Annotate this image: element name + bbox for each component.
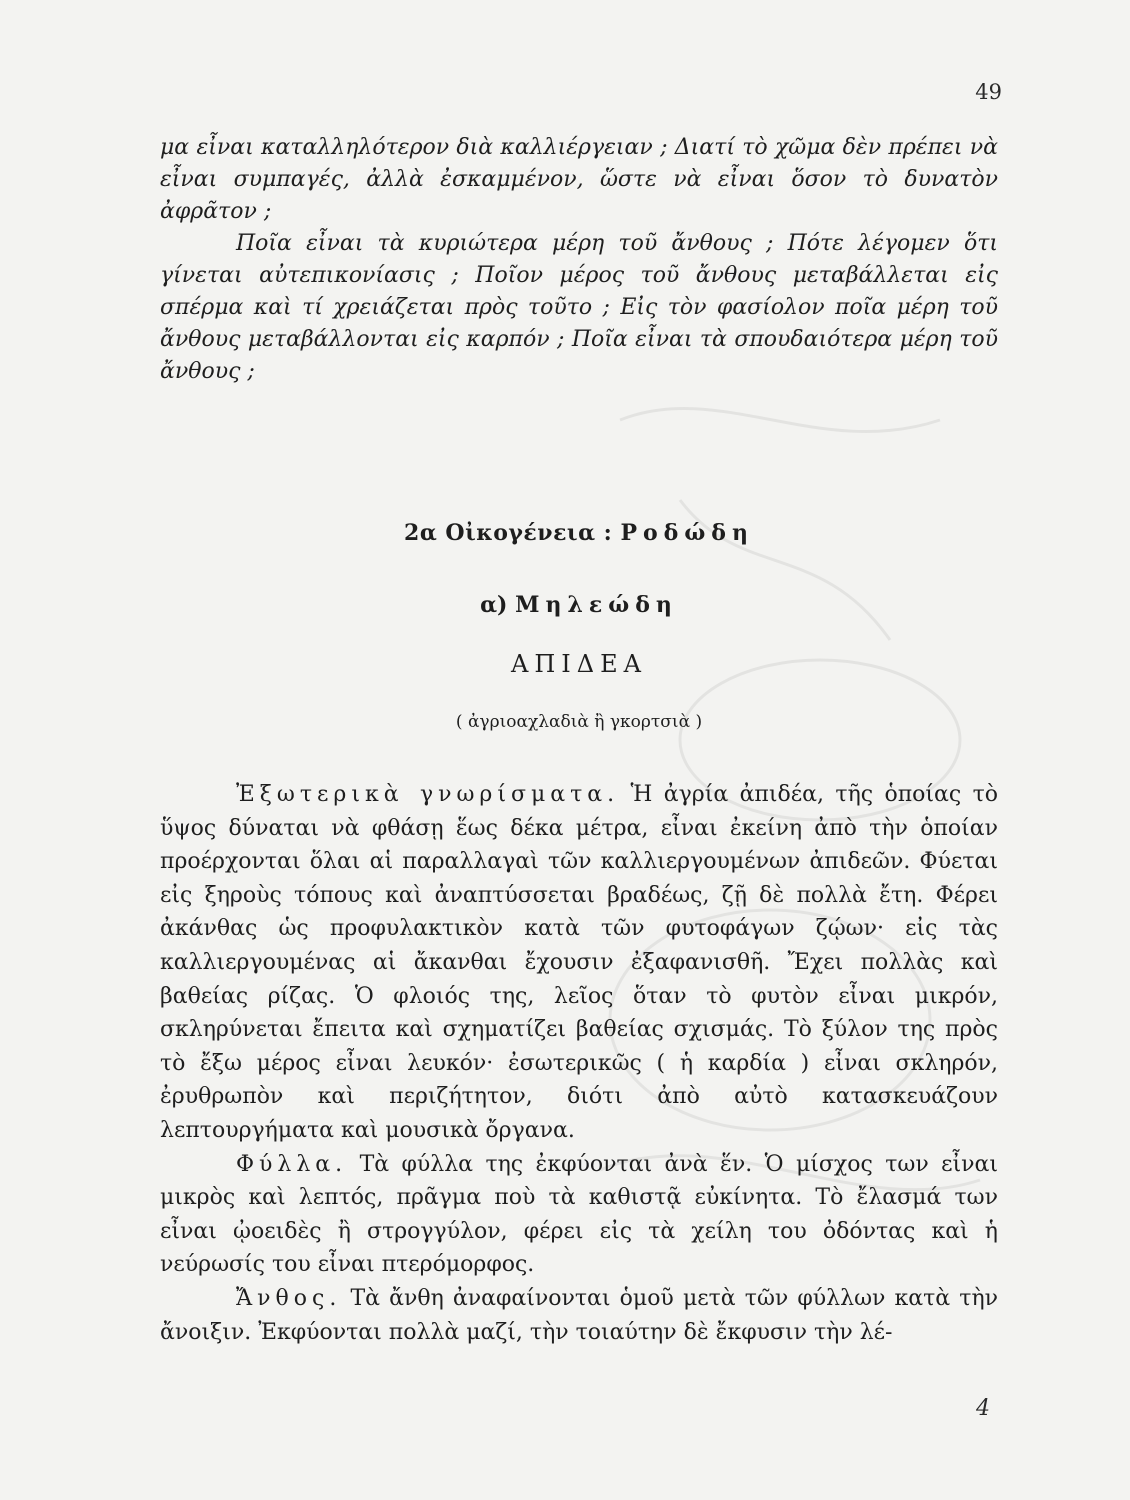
family-prefix: 2α Οἰκογένεια :: [404, 520, 621, 546]
section-paragraph: [160, 778, 998, 1148]
family-name: Ροδώδη: [620, 520, 754, 546]
intro-paragraph: μα εἶναι καταλληλότερον διὰ καλλιέργειαν ; Διατί τὸ χῶμα δὲν πρέπει νὰ εἶναι συμπαγές, ἀλλὰ ἐσκαμμένον, ὥστε νὰ εἶναι ὅσον τὸ δυνατὸν ἀφρᾶτον ;: [160, 135, 998, 224]
section-head: Ἐξωτερικὰ γνωρίσματα.: [236, 782, 620, 807]
common-names: ( ἀγριοαχλαδιὰ ἢ γκορτσιὰ ): [455, 712, 703, 732]
signature-mark: 4: [976, 1396, 990, 1421]
section-paragraph: [160, 1148, 998, 1282]
subfamily-name: Μηλεώδη: [515, 592, 678, 618]
subfamily-prefix: α): [480, 592, 516, 618]
subfamily-heading: [160, 592, 998, 618]
description-body: [160, 778, 998, 1349]
section-text: Τὰ φύλλα της ἐκφύονται ἀνὰ ἕν. Ὁ μίσχος των εἶναι μικρὸς καὶ λεπτός, πρᾶγμα ποὺ τὰ καθιστᾷ εὐκίνητα. Τὸ ἔλασμά των εἶναι ᾠοειδὲς ἢ στρογγύλον, φέρει εἰς τὰ χείλη του ὀδόντας καὶ ἡ νεύρωσίς του εἶναι πτερόμορφος.: [160, 1151, 998, 1278]
family-heading: [160, 520, 998, 546]
section-head: Φύλλα.: [236, 1151, 348, 1177]
intro-paragraph: Ποῖα εἶναι τὰ κυριώτερα μέρη τοῦ ἄνθους ; Πότε λέγομεν ὅτι γίνεται αὐτεπικονίασις ; Ποῖον μέρος τοῦ ἄνθους μεταβάλλεται εἰς σπέρμα καὶ τί χρειάζεται πρὸς τοῦτο ; Εἰς τὸν φασίολον ποῖα μέρη τοῦ ἄνθους μεταβάλλονται εἰς καρπόν ; Ποῖα εἶναι τὰ σπουδαιότερα μέρη τοῦ ἄνθους ;: [160, 231, 998, 384]
intro-questions: [160, 132, 998, 388]
page-number: 49: [975, 80, 1002, 104]
plant-title: ΑΠΙΔΕΑ: [511, 650, 647, 678]
section-text: Τὰ ἄνθη ἀναφαίνονται ὁμοῦ μετὰ τῶν φύλλων κατὰ τὴν ἄνοιξιν. Ἐκφύονται πολλὰ μαζί, τὴν τοιαύτην δὲ ἔκφυσιν τὴν λέ-: [160, 1285, 998, 1345]
section-text: Ἡ ἀγρία ἀπιδέα, τῆς ὁποίας τὸ ὕψος δύναται νὰ φθάσῃ ἕως δέκα μέτρα, εἶναι ἐκείνη ἀπὸ τὴν ὁποίαν προέρχονται ὅλαι αἱ παραλλαγαὶ τῶν καλλιεργουμένων ἀπιδεῶν. Φύεται εἰς ξηροὺς τόπους καὶ ἀναπτύσσεται βραδέως, ζῇ δὲ πολλὰ ἔτη. Φέρει ἀκάνθας ὡς προφυλακτικὸν κατὰ τῶν φυτοφάγων ζῴων· εἰς τὰς καλλιεργουμένας αἱ ἄκανθαι ἔχουσιν ἐξαφανισθῆ. Ἔχει πολλὰς καὶ βαθείας ρίζας. Ὁ φλοιός της, λεῖος ὅταν τὸ φυτὸν εἶναι μικρόν, σκληρύνεται ἔπειτα καὶ σχηματίζει βαθείας σχισμάς. Τὸ ξύλον της πρὸς τὸ ἔξω μέρος εἶναι λευκόν· ἐσωτερικῶς ( ἡ καρδία ) εἶναι σκληρόν, ἐρυθρωπὸν καὶ περιζήτητον, διότι ἀπὸ αὐτὸ κατασκευάζουν λεπτουργήματα καὶ μουσικὰ ὄργανα.: [160, 782, 999, 1143]
section-head: Ἄνθος.: [236, 1285, 342, 1311]
section-paragraph: [160, 1282, 998, 1349]
